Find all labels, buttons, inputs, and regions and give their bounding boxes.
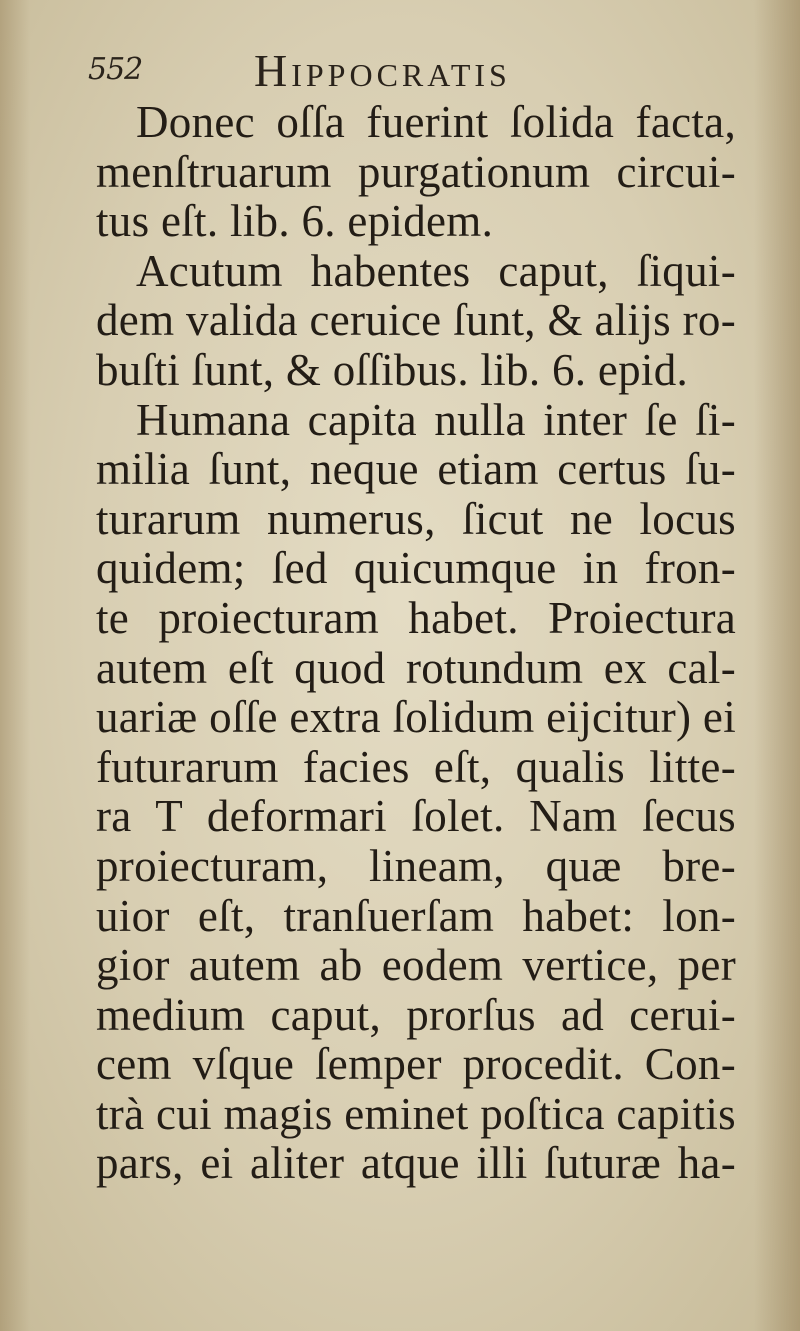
text-line: cem vſque ſemper procedit. Con- bbox=[96, 1039, 736, 1090]
text-line: ra T deformari ſolet. Nam ſecus bbox=[96, 791, 736, 842]
text-line: menſtruarum purgationum circui- bbox=[96, 146, 736, 197]
text-line: te proiecturam habet. Proiectura bbox=[96, 592, 736, 643]
text-line: quidem; ſed quicumque in fron- bbox=[96, 543, 736, 594]
text-line: pars, ei aliter atque illi ſuturæ ha- bbox=[96, 1138, 736, 1189]
text-line: turarum numerus, ſicut ne locus bbox=[96, 493, 736, 544]
text-line: proiecturam, lineam, quæ bre- bbox=[96, 840, 736, 891]
text-line: buſti ſunt, & oſſibus. lib. 6. epid. bbox=[96, 344, 689, 395]
text-line: medium caput, prorſus ad cerui- bbox=[96, 989, 736, 1040]
page-right-shadow bbox=[754, 0, 800, 1331]
text-line: Donec oſſa fuerint ſolida facta, bbox=[136, 97, 736, 147]
text-line: futurarum facies eſt, qualis litte- bbox=[96, 741, 736, 792]
body-text bbox=[96, 98, 736, 1189]
text-line: gior autem ab eodem vertice, per bbox=[96, 940, 736, 991]
running-title: Hippocratis bbox=[254, 45, 511, 96]
page-number: 552 bbox=[88, 52, 143, 87]
page-left-shadow bbox=[0, 0, 30, 1331]
text-line: uariæ oſſe extra ſolidum eijcitur) ei bbox=[96, 692, 736, 743]
text-line: uior eſt, tranſuerſam habet: lon- bbox=[96, 890, 736, 941]
text-line: tus eſt. lib. 6. epidem. bbox=[96, 196, 494, 247]
text-line: trà cui magis eminet poſtica capitis bbox=[96, 1088, 736, 1139]
text-line: autem eſt quod rotundum ex cal- bbox=[96, 642, 736, 693]
text-line: milia ſunt, neque etiam certus ſu- bbox=[96, 444, 736, 495]
text-line: Humana capita nulla inter ſe ſi- bbox=[136, 394, 736, 445]
text-line: dem valida ceruice ſunt, & alijs ro- bbox=[96, 295, 736, 346]
text-line: Acutum habentes caput, ſiqui- bbox=[136, 245, 736, 296]
